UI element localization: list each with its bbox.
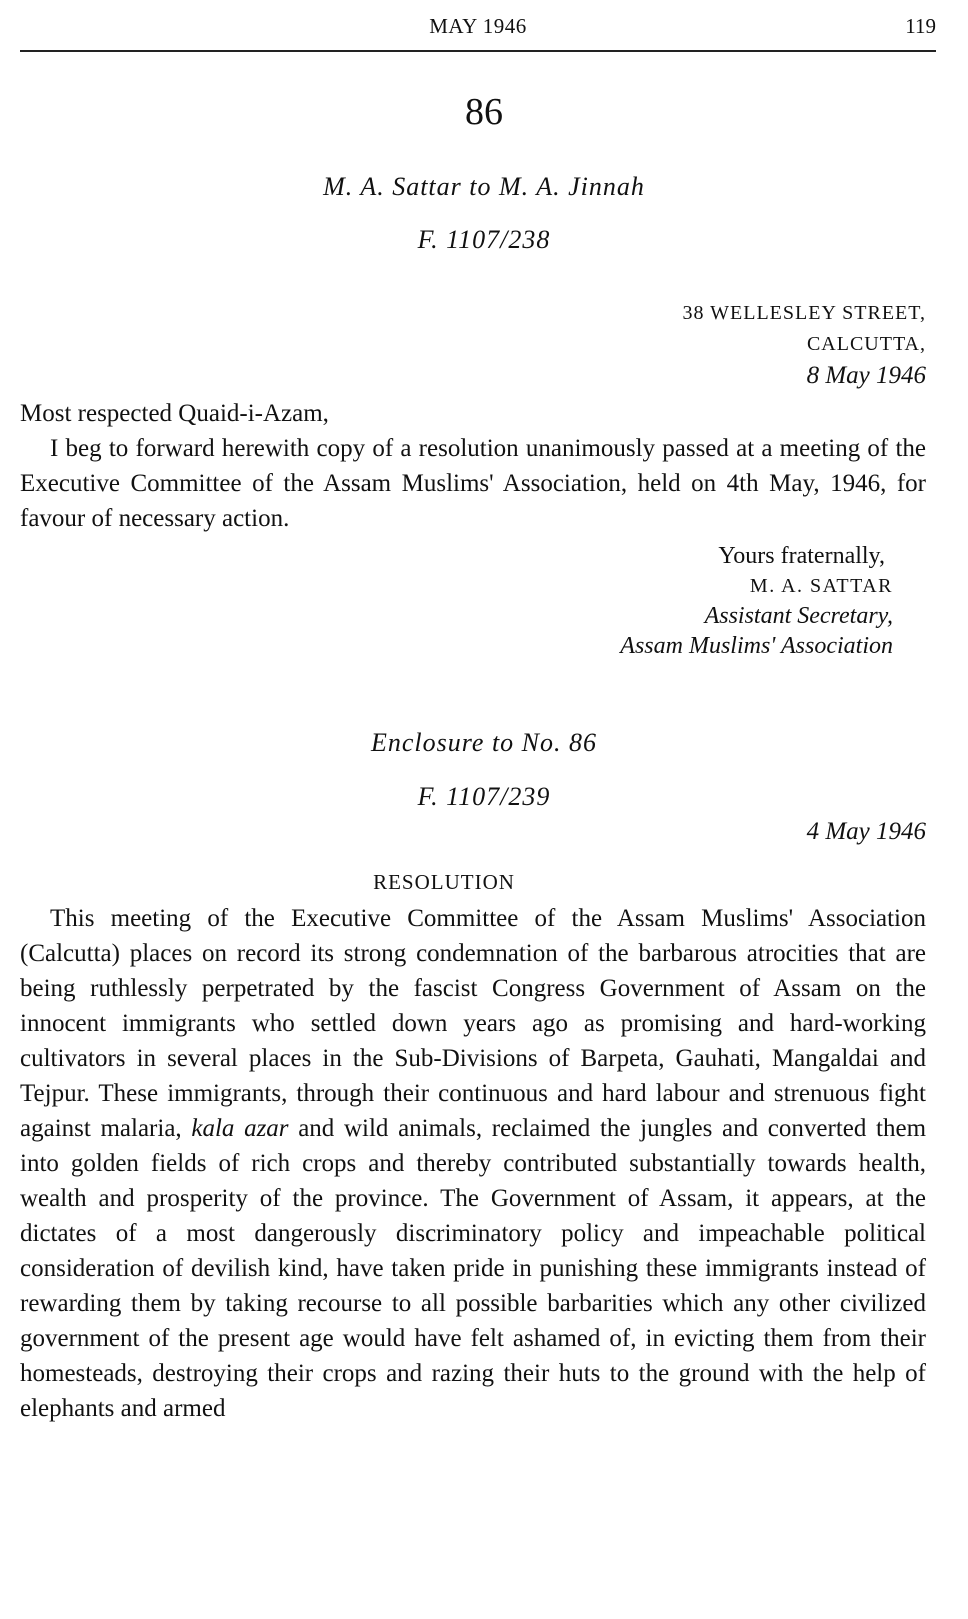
letter-body xyxy=(20,396,926,536)
address-line-2: CALCUTTA, xyxy=(806,333,926,355)
enclosure-file-reference: F. 1107/239 xyxy=(417,782,551,811)
page-number: 119 xyxy=(905,14,936,38)
enclosure-date-block xyxy=(807,816,926,847)
file-reference: F. 1107/238 xyxy=(417,225,551,254)
resolution-text-part-2: and wild animals, reclaimed the jungles and converted them into golden fields of rich crops and thereby contributed substantially towards health, wealth and prosperity of the province. The Government of Assam, it appears, at the dictates of a most dangerously discriminatory policy and impeachable political consideration of devilish kind, have taken pride in punishing these immigrants instead of rewarding them by taking recourse to all possible barbarities which any other civilized government of the present age would have felt ashamed of, in evicting them from their homesteads, destroying their crops and razing their huts to the ground with the help of elephants and armed xyxy=(20,1115,927,1422)
document-number: 86 xyxy=(465,91,503,133)
enclosure-title: Enclosure to No. 86 xyxy=(370,728,598,757)
letter-paragraph: I beg to forward herewith copy of a resolution unanimously passed at a meeting of the Executive Committee of the Assam Muslims' Association, held on 4th May, 1946, for favour of necessary action. xyxy=(20,435,926,532)
letter-date: 8 May 1946 xyxy=(806,362,926,389)
resolution-body xyxy=(20,901,926,1426)
resolution-heading: RESOLUTION xyxy=(373,870,515,894)
signature-title: Assistant Secretary, xyxy=(704,603,893,629)
signature-block xyxy=(620,541,893,661)
running-title: MAY 1946 xyxy=(429,14,527,38)
resolution-text-part-1: This meeting of the Executive Committee of the Assam Muslims' Association (Calcutta) places on record its strong condemnation of the barbarous atrocities that are being ruthlessly perpetrated by the fascist Congress Government of Assam on the innocent immigrants who settled down years ago as promising and hard-working cultivators in several places in the Sub-Divisions of Barpeta, Gauhati, Mangaldai and Tejpur. These immigrants, through their continuous and hard labour and strenuous fight against malaria, xyxy=(20,905,926,1142)
address-line-1: 38 WELLESLEY STREET, xyxy=(682,302,926,324)
resolution-italic-term: kala azar xyxy=(191,1115,289,1142)
running-head xyxy=(20,10,936,40)
document-title: M. A. Sattar to M. A. Jinnah xyxy=(323,172,645,201)
signature-organization: Assam Muslims' Association xyxy=(620,633,893,659)
enclosure-date: 4 May 1946 xyxy=(806,818,926,845)
signature-closing: Yours fraternally, xyxy=(718,543,885,569)
signature-name: M. A. SATTAR xyxy=(749,575,893,597)
header-rule xyxy=(20,50,936,52)
resolution-paragraph xyxy=(20,901,926,1426)
salutation: Most respected Quaid-i-Azam, xyxy=(20,400,329,427)
sender-address xyxy=(683,298,927,391)
